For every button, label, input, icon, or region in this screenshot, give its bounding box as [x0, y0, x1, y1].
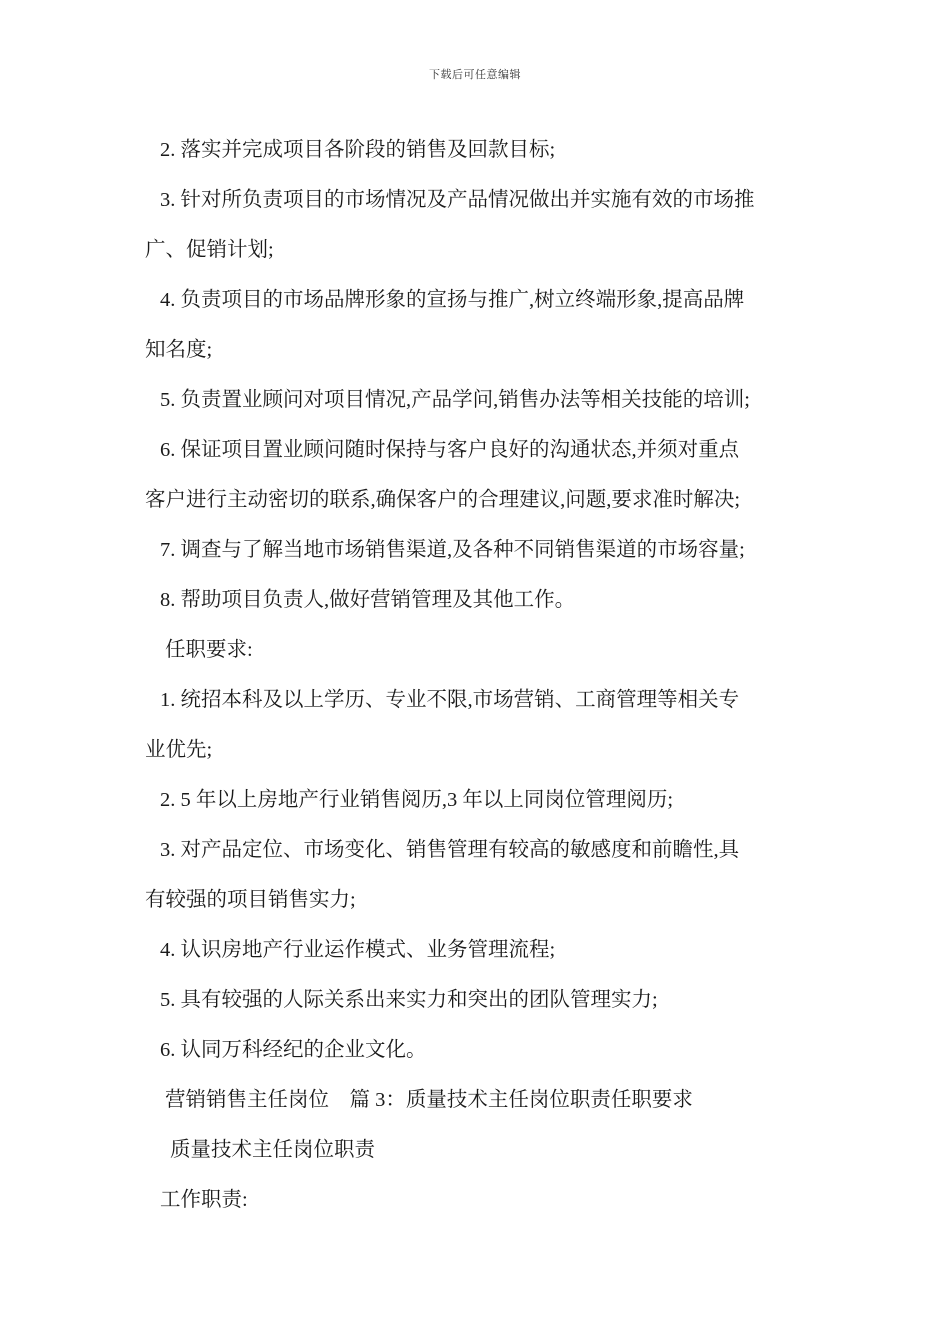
list-item-duty-8: 8. 帮助项目负责人,做好营销管理及其他工作。	[160, 589, 576, 611]
list-item-duty-6-cont: 客户进行主动密切的联系,确保客户的合理建议,问题,要求准时解决;	[145, 489, 741, 511]
section-title-article-3: 营销销售主任岗位 篇 3：质量技术主任岗位职责任职要求	[165, 1089, 693, 1111]
list-item-duty-3: 3. 针对所负责项目的市场情况及产品情况做出并实施有效的市场推	[160, 189, 755, 211]
list-item-duty-5: 5. 负责置业顾问对项目情况,产品学问,销售办法等相关技能的培训;	[160, 389, 750, 411]
list-item-req-3: 3. 对产品定位、市场变化、销售管理有较高的敏感度和前瞻性,具	[160, 839, 740, 861]
list-item-req-1-cont: 业优先;	[145, 739, 213, 761]
list-item-req-6: 6. 认同万科经纪的企业文化。	[160, 1039, 427, 1061]
list-item-req-1: 1. 统招本科及以上学历、专业不限,市场营销、工商管理等相关专	[160, 689, 740, 711]
list-item-duty-7: 7. 调查与了解当地市场销售渠道,及各种不同销售渠道的市场容量;	[160, 539, 745, 561]
list-item-duty-6: 6. 保证项目置业顾问随时保持与客户良好的沟通状态,并须对重点	[160, 439, 740, 461]
list-item-req-5: 5. 具有较强的人际关系出来实力和突出的团队管理实力;	[160, 989, 658, 1011]
section-heading-work-duties: 工作职责:	[160, 1189, 248, 1211]
list-item-duty-3-cont: 广、促销计划;	[145, 239, 274, 261]
list-item-req-4: 4. 认识房地产行业运作模式、业务管理流程;	[160, 939, 556, 961]
section-subtitle-quality-duties: 质量技术主任岗位职责	[170, 1139, 375, 1161]
list-item-duty-4-cont: 知名度;	[145, 339, 213, 361]
page-header: 下载后可任意编辑	[429, 69, 521, 81]
list-item-req-2: 2. 5 年以上房地产行业销售阅历,3 年以上同岗位管理阅历;	[160, 789, 674, 811]
list-item-req-3-cont: 有较强的项目销售实力;	[145, 889, 356, 911]
list-item-duty-4: 4. 负责项目的市场品牌形象的宣扬与推广,树立终端形象,提高品牌	[160, 289, 745, 311]
section-heading-requirements: 任职要求:	[165, 639, 253, 661]
list-item-duty-2: 2. 落实并完成项目各阶段的销售及回款目标;	[160, 139, 556, 161]
